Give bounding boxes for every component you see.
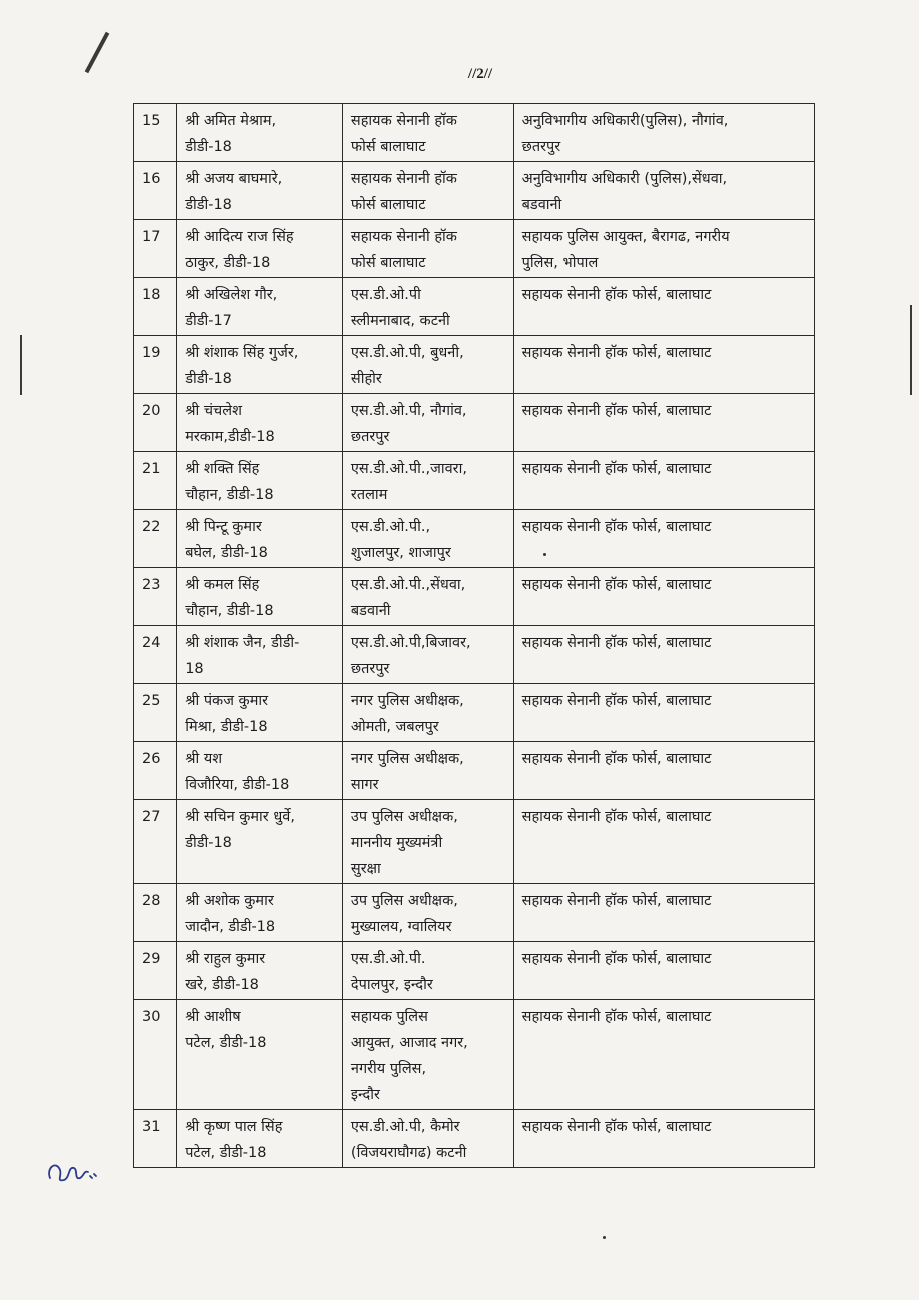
current-posting-cell-line: सहायक सेनानी हॉक (350, 113, 457, 129)
current-posting-cell (342, 452, 513, 510)
officer-name-cell (177, 800, 343, 884)
new-posting-cell (513, 394, 814, 452)
new-posting-cell (513, 568, 814, 626)
table-row (134, 394, 815, 452)
new-posting-cell (513, 220, 814, 278)
serial-number-cell (134, 884, 177, 942)
serial-number-cell (134, 104, 177, 162)
serial-number-cell-line: 16 (142, 171, 161, 187)
current-posting-cell (342, 278, 513, 336)
table-row (134, 1110, 815, 1168)
officer-name-cell-line: मिश्रा, डीडी-18 (185, 719, 268, 735)
table-body (134, 104, 815, 1168)
officer-name-cell-line: चौहान, डीडी-18 (185, 603, 274, 619)
new-posting-cell (513, 1110, 814, 1168)
current-posting-cell-line: आयुक्त, आजाद नगर, (350, 1035, 468, 1051)
table-row (134, 884, 815, 942)
new-posting-cell-line: सहायक सेनानी हॉक फोर्स, बालाघाट (521, 635, 712, 651)
serial-number-cell (134, 684, 177, 742)
serial-number-cell-line: 22 (142, 519, 161, 535)
current-posting-cell (342, 568, 513, 626)
serial-number-cell-line: 31 (142, 1119, 161, 1135)
officer-name-cell-line: 18 (185, 661, 204, 677)
current-posting-cell (342, 742, 513, 800)
new-posting-cell-line: अनुविभागीय अधिकारी(पुलिस), नौगांव, (521, 113, 729, 129)
current-posting-cell (342, 684, 513, 742)
officer-name-cell-line: श्री अशोक कुमार (185, 893, 274, 909)
current-posting-cell-line: सहायक सेनानी हॉक (350, 229, 457, 245)
officer-name-cell-line: मरकाम,डीडी-18 (185, 429, 275, 445)
current-posting-cell-line: उप पुलिस अधीक्षक, (350, 809, 458, 825)
serial-number-cell (134, 942, 177, 1000)
table-row (134, 742, 815, 800)
officer-name-cell-line: डीडी-17 (185, 313, 232, 329)
serial-number-cell-line: 21 (142, 461, 161, 477)
table-row (134, 942, 815, 1000)
current-posting-cell-line: नगर पुलिस अधीक्षक, (350, 693, 464, 709)
signature-mark (44, 1150, 104, 1190)
scan-edge-left (20, 335, 22, 395)
officer-name-cell-line: श्री अखिलेश गौर, (185, 287, 278, 303)
new-posting-cell-line: सहायक सेनानी हॉक फोर्स, बालाघाट (521, 1009, 712, 1025)
serial-number-cell-line: 19 (142, 345, 161, 361)
table-row (134, 220, 815, 278)
current-posting-cell-line: सहायक पुलिस (350, 1009, 428, 1025)
officer-name-cell-line: ठाकुर, डीडी-18 (185, 255, 271, 271)
officer-name-cell-line: श्री अमित मेश्राम, (185, 113, 277, 129)
current-posting-cell (342, 942, 513, 1000)
current-posting-cell-line: सहायक सेनानी हॉक (350, 171, 457, 187)
new-posting-cell (513, 104, 814, 162)
serial-number-cell-line: 28 (142, 893, 161, 909)
table-row (134, 626, 815, 684)
serial-number-cell (134, 394, 177, 452)
new-posting-cell-line: सहायक सेनानी हॉक फोर्स, बालाघाट (521, 1119, 712, 1135)
current-posting-cell-line: इन्दौर (350, 1087, 380, 1103)
officer-name-cell-line: श्री यश (185, 751, 223, 767)
current-posting-cell-line: फोर्स बालाघाट (350, 255, 426, 271)
page-number: //2// (467, 66, 493, 82)
officer-name-cell (177, 626, 343, 684)
officer-name-cell (177, 510, 343, 568)
officer-name-cell (177, 1000, 343, 1110)
scan-edge-top (85, 32, 110, 74)
new-posting-cell (513, 510, 814, 568)
current-posting-cell-line: छतरपुर (350, 429, 390, 445)
officer-name-cell-line: श्री कृष्ण पाल सिंह (185, 1119, 283, 1135)
serial-number-cell-line: 15 (142, 113, 161, 129)
current-posting-cell-line: एस.डी.ओ.पी, नौगांव, (350, 403, 467, 419)
officer-name-cell (177, 162, 343, 220)
current-posting-cell-line: माननीय मुख्यमंत्री (350, 835, 443, 851)
current-posting-cell (342, 220, 513, 278)
new-posting-cell-line: सहायक सेनानी हॉक फोर्स, बालाघाट (521, 577, 712, 593)
scan-edge-right (910, 305, 912, 395)
table-row (134, 510, 815, 568)
officer-name-cell (177, 942, 343, 1000)
new-posting-cell-line: सहायक सेनानी हॉक फोर्स, बालाघाट (521, 893, 712, 909)
new-posting-cell (513, 1000, 814, 1110)
serial-number-cell-line: 30 (142, 1009, 161, 1025)
officer-name-cell-line: डीडी-18 (185, 197, 232, 213)
serial-number-cell (134, 336, 177, 394)
officer-name-cell-line: श्री सचिन कुमार धुर्वे, (185, 809, 295, 825)
new-posting-cell (513, 626, 814, 684)
new-posting-cell (513, 742, 814, 800)
serial-number-cell-line: 24 (142, 635, 161, 651)
current-posting-cell (342, 1110, 513, 1168)
serial-number-cell-line: 26 (142, 751, 161, 767)
current-posting-cell-line: देपालपुर, इन्दौर (350, 977, 433, 993)
current-posting-cell-line: (विजयराघौगढ) कटनी (350, 1145, 467, 1161)
table-row (134, 684, 815, 742)
new-posting-cell (513, 452, 814, 510)
serial-number-cell-line: 20 (142, 403, 161, 419)
new-posting-cell (513, 684, 814, 742)
officer-name-cell-line: श्री आदित्य राज सिंह (185, 229, 294, 245)
current-posting-cell-line: सागर (350, 777, 379, 793)
table-row (134, 1000, 815, 1110)
serial-number-cell (134, 626, 177, 684)
new-posting-cell-line: सहायक सेनानी हॉक फोर्स, बालाघाट (521, 461, 712, 477)
new-posting-cell-line: सहायक सेनानी हॉक फोर्स, बालाघाट (521, 519, 712, 535)
current-posting-cell (342, 394, 513, 452)
current-posting-cell-line: नगर पुलिस अधीक्षक, (350, 751, 464, 767)
serial-number-cell (134, 742, 177, 800)
officer-name-cell (177, 742, 343, 800)
new-posting-cell-line: सहायक सेनानी हॉक फोर्स, बालाघाट (521, 951, 712, 967)
officer-name-cell-line: श्री शक्ति सिंह (185, 461, 260, 477)
current-posting-cell-line: ओमती, जबलपुर (350, 719, 439, 735)
new-posting-cell-line: पुलिस, भोपाल (521, 255, 599, 271)
officer-name-cell (177, 452, 343, 510)
table-row (134, 278, 815, 336)
transfer-table (133, 103, 815, 1168)
officer-name-cell (177, 884, 343, 942)
serial-number-cell (134, 510, 177, 568)
serial-number-cell (134, 452, 177, 510)
serial-number-cell-line: 17 (142, 229, 161, 245)
new-posting-cell (513, 942, 814, 1000)
officer-name-cell-line: बघेल, डीडी-18 (185, 545, 268, 561)
current-posting-cell-line: स्लीमनाबाद, कटनी (350, 313, 450, 329)
new-posting-cell (513, 800, 814, 884)
current-posting-cell-line: छतरपुर (350, 661, 390, 677)
current-posting-cell (342, 510, 513, 568)
serial-number-cell (134, 568, 177, 626)
officer-name-cell-line: खरे, डीडी-18 (185, 977, 259, 993)
current-posting-cell (342, 626, 513, 684)
serial-number-cell (134, 278, 177, 336)
current-posting-cell-line: एस.डी.ओ.पी.,जावरा, (350, 461, 467, 477)
current-posting-cell (342, 336, 513, 394)
serial-number-cell-line: 29 (142, 951, 161, 967)
new-posting-cell (513, 884, 814, 942)
officer-name-cell-line: डीडी-18 (185, 139, 232, 155)
officer-name-cell-line: पटेल, डीडी-18 (185, 1035, 267, 1051)
current-posting-cell-line: सुरक्षा (350, 861, 381, 877)
current-posting-cell-line: एस.डी.ओ.पी, कैमोर (350, 1119, 460, 1135)
current-posting-cell-line: मुख्यालय, ग्वालियर (350, 919, 452, 935)
current-posting-cell (342, 104, 513, 162)
officer-name-cell (177, 104, 343, 162)
current-posting-cell-line: एस.डी.ओ.पी, बुधनी, (350, 345, 464, 361)
serial-number-cell (134, 220, 177, 278)
officer-name-cell-line: श्री शंशाक जैन, डीडी- (185, 635, 300, 651)
current-posting-cell-line: बडवानी (350, 603, 391, 619)
current-posting-cell-line: रतलाम (350, 487, 388, 503)
officer-name-cell (177, 336, 343, 394)
table-row (134, 336, 815, 394)
officer-name-cell (177, 220, 343, 278)
new-posting-cell-line: सहायक सेनानी हॉक फोर्स, बालाघाट (521, 809, 712, 825)
officer-name-cell (177, 1110, 343, 1168)
scan-speck (603, 1236, 606, 1239)
new-posting-cell-line: सहायक सेनानी हॉक फोर्स, बालाघाट (521, 345, 712, 361)
new-posting-cell-line: अनुविभागीय अधिकारी (पुलिस),सेंधवा, (521, 171, 728, 187)
officer-name-cell-line: पटेल, डीडी-18 (185, 1145, 267, 1161)
current-posting-cell (342, 162, 513, 220)
current-posting-cell-line: फोर्स बालाघाट (350, 197, 426, 213)
serial-number-cell-line: 18 (142, 287, 161, 303)
scan-speck (543, 553, 546, 556)
current-posting-cell-line: एस.डी.ओ.पी (350, 287, 421, 303)
current-posting-cell-line: एस.डी.ओ.पी,बिजावर, (350, 635, 471, 651)
current-posting-cell-line: एस.डी.ओ.पी. (350, 951, 426, 967)
table-row (134, 162, 815, 220)
officer-name-cell-line: श्री राहुल कुमार (185, 951, 266, 967)
current-posting-cell-line: शुजालपुर, शाजापुर (350, 545, 451, 561)
officer-name-cell-line: श्री पिन्टू कुमार (185, 519, 262, 535)
officer-name-cell-line: श्री अजय बाघमारे, (185, 171, 283, 187)
new-posting-cell (513, 336, 814, 394)
current-posting-cell-line: सीहोर (350, 371, 382, 387)
current-posting-cell-line: फोर्स बालाघाट (350, 139, 426, 155)
table-row (134, 568, 815, 626)
new-posting-cell-line: सहायक सेनानी हॉक फोर्स, बालाघाट (521, 403, 712, 419)
officer-name-cell (177, 568, 343, 626)
officer-name-cell-line: श्री शंशाक सिंह गुर्जर, (185, 345, 299, 361)
officer-name-cell-line: डीडी-18 (185, 371, 232, 387)
serial-number-cell (134, 1000, 177, 1110)
current-posting-cell (342, 1000, 513, 1110)
new-posting-cell-line: छतरपुर (521, 139, 561, 155)
new-posting-cell-line: सहायक सेनानी हॉक फोर्स, बालाघाट (521, 287, 712, 303)
serial-number-cell (134, 800, 177, 884)
officer-name-cell-line: श्री आशीष (185, 1009, 241, 1025)
officer-name-cell-line: श्री पंकज कुमार (185, 693, 269, 709)
new-posting-cell-line: सहायक पुलिस आयुक्त, बैरागढ, नगरीय (521, 229, 730, 245)
serial-number-cell (134, 162, 177, 220)
new-posting-cell (513, 162, 814, 220)
officer-name-cell (177, 278, 343, 336)
new-posting-cell (513, 278, 814, 336)
current-posting-cell (342, 800, 513, 884)
current-posting-cell-line: उप पुलिस अधीक्षक, (350, 893, 458, 909)
current-posting-cell-line: एस.डी.ओ.पी., (350, 519, 431, 535)
new-posting-cell-line: सहायक सेनानी हॉक फोर्स, बालाघाट (521, 693, 712, 709)
table-row (134, 800, 815, 884)
current-posting-cell-line: नगरीय पुलिस, (350, 1061, 427, 1077)
serial-number-cell (134, 1110, 177, 1168)
new-posting-cell-line: सहायक सेनानी हॉक फोर्स, बालाघाट (521, 751, 712, 767)
officer-name-cell-line: जादौन, डीडी-18 (185, 919, 276, 935)
new-posting-cell-line: बडवानी (521, 197, 562, 213)
serial-number-cell-line: 23 (142, 577, 161, 593)
serial-number-cell-line: 27 (142, 809, 161, 825)
officer-name-cell-line: चौहान, डीडी-18 (185, 487, 274, 503)
officer-name-cell-line: श्री कमल सिंह (185, 577, 260, 593)
officer-name-cell-line: विजौरिया, डीडी-18 (185, 777, 290, 793)
table-row (134, 104, 815, 162)
officer-name-cell (177, 684, 343, 742)
current-posting-cell-line: एस.डी.ओ.पी.,सेंधवा, (350, 577, 466, 593)
serial-number-cell-line: 25 (142, 693, 161, 709)
current-posting-cell (342, 884, 513, 942)
officer-name-cell-line: डीडी-18 (185, 835, 232, 851)
table-row (134, 452, 815, 510)
officer-name-cell-line: श्री चंचलेश (185, 403, 242, 419)
officer-name-cell (177, 394, 343, 452)
